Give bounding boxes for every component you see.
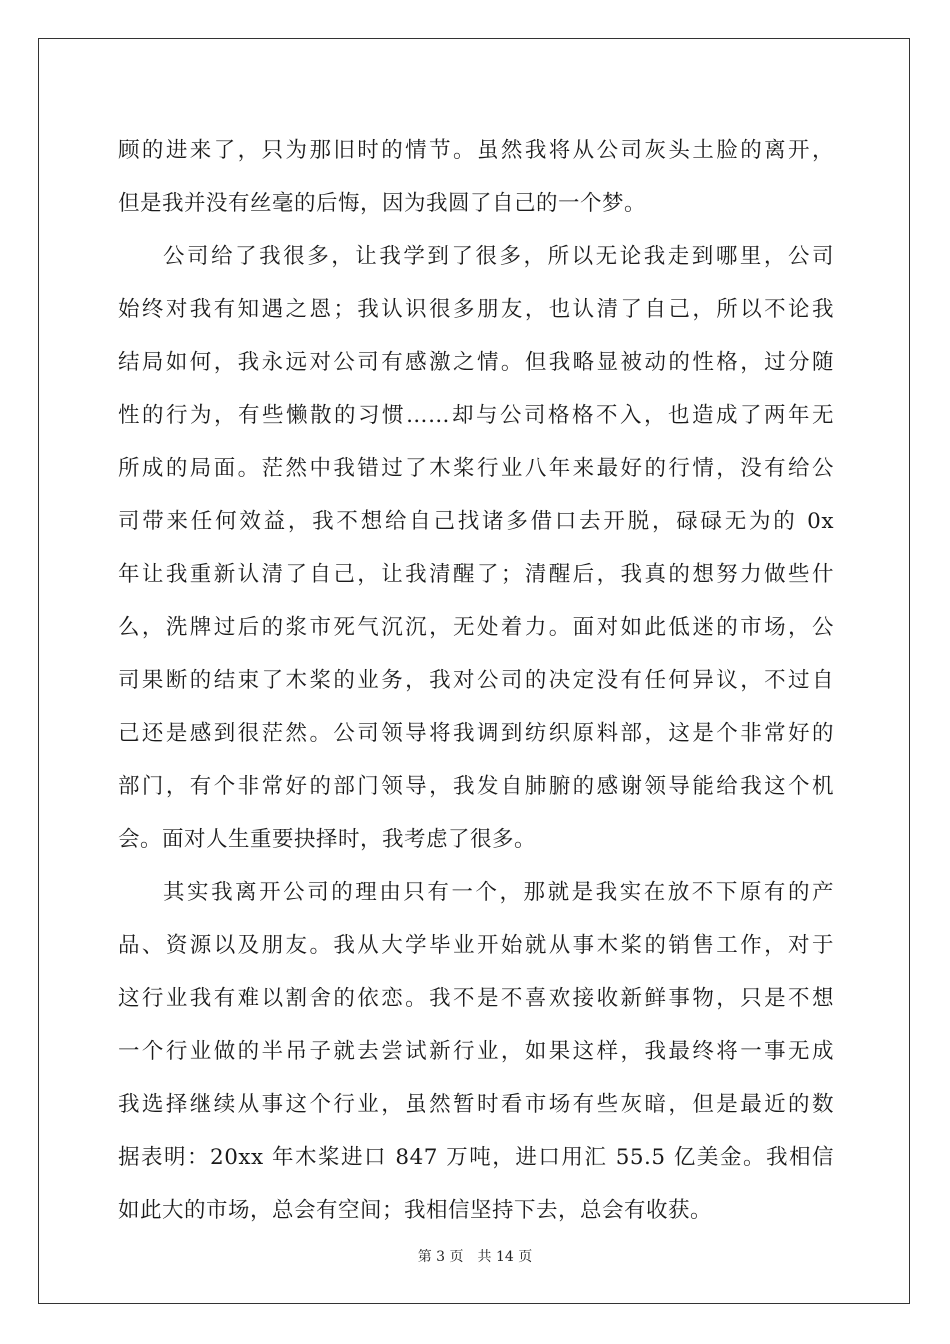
text-line: 品、资源以及朋友。我从大学毕业开始就从事木桨的销售工作，对于 (118, 933, 834, 958)
text-line: 一个行业做的半吊子就去尝试新行业，如果这样，我最终将一事无成 (118, 1039, 834, 1064)
text-line: 司果断的结束了木桨的业务，我对公司的决定没有任何异议，不过自 (118, 668, 834, 693)
text-line: 己还是感到很茫然。公司领导将我调到纺织原料部，这是个非常好的 (118, 721, 834, 746)
text-line: 公司给了我很多，让我学到了很多，所以无论我走到哪里，公司 (163, 244, 834, 269)
text-line: 始终对我有知遇之恩；我认识很多朋友，也认清了自己，所以不论我 (118, 297, 834, 322)
text-line: 但是我并没有丝毫的后悔，因为我圆了自己的一个梦。 (118, 191, 647, 216)
document-body (118, 124, 834, 1237)
text-line: 年让我重新认清了自己，让我清醒了；清醒后，我真的想努力做些什 (118, 562, 834, 587)
text-line: 如此大的市场，总会有空间；我相信坚持下去，总会有收获。 (118, 1198, 713, 1223)
text-line: 部门，有个非常好的部门领导，我发自肺腑的感谢领导能给我这个机 (118, 774, 834, 799)
text-line: 结局如何，我永远对公司有感激之情。但我略显被动的性格，过分随 (118, 350, 834, 375)
text-line: 司带来任何效益，我不想给自己找诸多借口去开脱，碌碌无为的 0x (118, 509, 834, 534)
text-line: 据表明：20xx 年木桨进口 847 万吨，进口用汇 55.5 亿美金。我相信 (118, 1145, 834, 1170)
page-number-current: 第 3 页 (417, 1249, 464, 1265)
text-line: 所成的局面。茫然中我错过了木桨行业八年来最好的行情，没有给公 (118, 456, 834, 481)
text-line: 这行业我有难以割舍的依恋。我不是不喜欢接收新鲜事物，只是不想 (118, 986, 834, 1011)
text-line: 我选择继续从事这个行业，虽然暂时看市场有些灰暗，但是最近的数 (118, 1092, 834, 1117)
text-line: 性的行为，有些懒散的习惯……却与公司格格不入，也造成了两年无 (118, 403, 834, 428)
page-number-total: 共 14 页 (477, 1249, 533, 1265)
text-line: 顾的进来了，只为那旧时的情节。虽然我将从公司灰头土脸的离开， (118, 138, 834, 163)
text-line: 其实我离开公司的理由只有一个，那就是我实在放不下原有的产 (163, 880, 834, 905)
page-footer (0, 1248, 950, 1266)
text-line: 么，洗牌过后的浆市死气沉沉，无处着力。面对如此低迷的市场，公 (118, 615, 834, 640)
text-line: 会。面对人生重要抉择时，我考虑了很多。 (118, 827, 537, 852)
